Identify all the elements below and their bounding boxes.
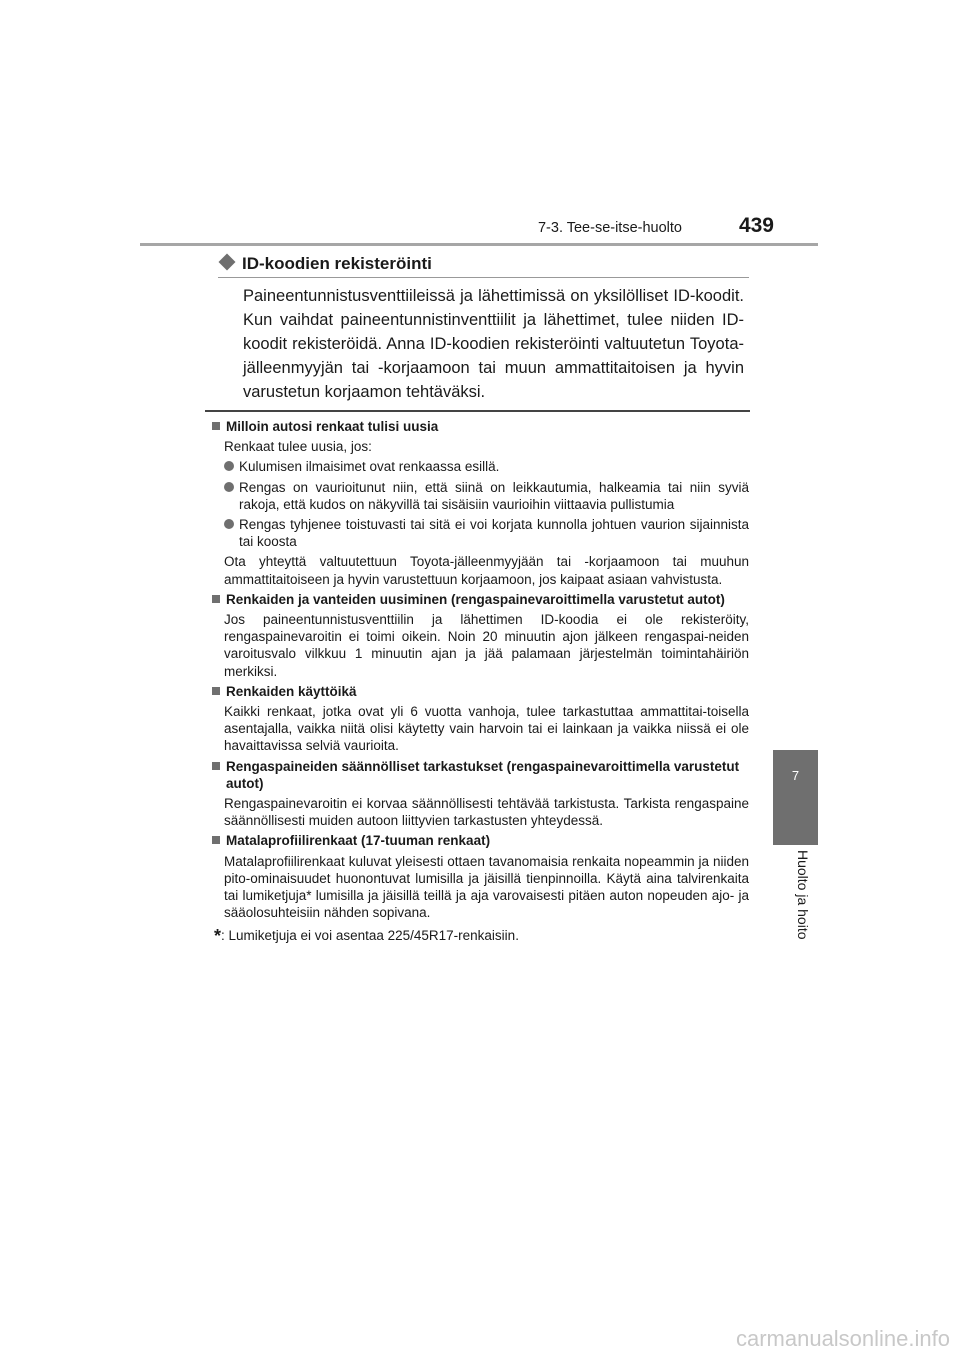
square-bullet-icon [212,836,220,844]
paragraph: Jos paineentunnistusventtiilin ja lähettimen ID-koodia ei ole rekisteröity, rengaspainevaroitin ei toimi oikein. Noin 20 minuutin ajon jälkeen rengaspai-neiden varoitusvalo vilkkuu 1 minuutin ajan ja jää palamaan järjestelmän toimintahäiriön merkiksi. [224,612,749,679]
square-bullet-icon [212,687,220,695]
page-number: 439 [738,214,774,237]
paragraph: Renkaat tulee uusia, jos: [224,439,372,455]
diamond-icon [219,254,236,271]
chapter-title: Huolto ja hoito [795,850,811,940]
heading-rule [218,277,749,278]
subsection-title: Milloin autosi renkaat tulisi uusia [212,418,749,435]
subsection-title: Renkaiden ja vanteiden uusiminen (rengaspainevaroittimella varustetut autot) [212,591,749,608]
bullet-dot-icon [224,482,234,492]
notes-content [212,415,749,946]
footnote [214,927,749,945]
footnote-text: : Lumiketjuja ei voi asentaa 225/45R17-renkaisiin. [221,928,519,944]
section-label: 7-3. Tee-se-itse-huolto [537,220,682,236]
paragraph: Rengaspainevaroitin ei korvaa säännöllisesti tehtävää tarkistusta. Tarkista rengaspaine säännöllisesti muiden autoon liittyvien tarkastusten yhteydessä. [224,796,749,829]
bullet-dot-icon [224,519,234,529]
list-item: Rengas on vaurioitunut niin, että siinä on leikkautumia, halkeamia tai niin syviä rakoja, että kudos on näkyvillä tai sisäisiin vaurioihin viittaavia pullistumia [224,479,749,513]
header-rule [140,243,818,246]
paragraph: Ota yhteyttä valtuutettuun Toyota-jälleenmyyjään tai -korjaamoon tai muuhun ammattitaitoiseen ja hyvin varustettuun korjaamoon, jos kaipaat asiaan vahvistusta. [224,554,749,587]
bullet-dot-icon [224,461,234,471]
square-bullet-icon [212,762,220,770]
list-item: Kulumisen ilmaisimet ovat renkaassa esillä. [224,458,749,475]
id-section-heading-text: ID-koodien rekisteröinti [242,254,432,273]
subsection-title: Rengaspaineiden säännölliset tarkastukset (rengaspainevaroittimella varustetut autot) [212,758,749,792]
id-section-text: Paineentunnistusventtiileissä ja lähettimissä on yksilölliset ID-koodit. Kun vaihdat paineentunnistinventtiilit ja lähettimet, tulee niiden ID-koodit rekisteröidä. Anna ID-koodien rekisteröinti valtuutetun Toyota-jälleenmyyjän tai -korjaamoon tai muun ammattitaitoisen ja hyvin varustetun korjaamon tehtäväksi. [243,287,744,401]
watermark: carmanualsonline.info [735,1326,950,1351]
paragraph: Matalaprofiilirenkaat kuluvat yleisesti ottaen tavanomaisia renkaita nopeammin ja niiden pito-ominaisuudet huonontuvat lumisilla ja jäisillä tienpinnoilla. Käytä aina talvirenkaita tai lumiketjuja* lumisilla ja jäisillä teillä ja aja varovaisesti pitäen auton nopeuden ajo- ja sääolosuhteisiin nähden sopivana. [224,853,749,921]
paragraph: Kaikki renkaat, jotka ovat yli 6 vuotta vanhoja, tulee tarkastuttaa ammattitai-toisella asentajalla, vaikka niitä olisi käytetty vain harvoin tai ei lainkaan ja vaikka niissä ei ole havaittavissa selviä vaurioita. [224,704,749,754]
square-bullet-icon [212,595,220,603]
footnote-star: * [214,926,222,947]
section-divider [205,410,750,412]
id-section-heading [218,254,432,274]
list-item: Rengas tyhjenee toistuvasti tai sitä ei voi korjata kunnolla johtuen vaurion sijainnista tai koosta [224,516,749,550]
subsection-title: Renkaiden käyttöikä [212,683,749,700]
chapter-tab[interactable] [773,750,818,845]
chapter-number: 7 [791,768,800,783]
subsection-title: Matalaprofiilirenkaat (17-tuuman renkaat) [212,832,749,849]
square-bullet-icon [212,422,220,430]
